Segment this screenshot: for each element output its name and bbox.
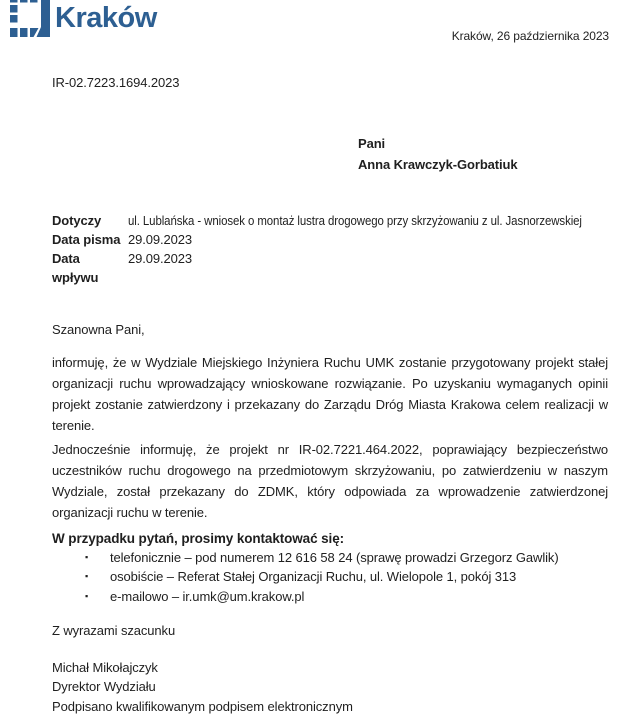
body-salutation: Szanowna Pani, [52,322,145,337]
contact-list [52,548,608,606]
krakow-wordmark: Kraków [55,2,157,34]
letter-content [52,0,608,716]
meta-label-received-date: Data wpływu [52,251,99,285]
signer-name: Michał Mikołajczyk [52,659,158,675]
bullet-square-icon: ▪ [85,552,89,562]
meta-row-received-date [52,249,608,287]
addressee-salutation: Pani [358,136,386,151]
signature-note: Podpisano kwalifikowanym podpisem elektronicznym [52,698,353,714]
meta-value-received-date: 29.09.2023 [128,251,193,266]
reference-number: IR-02.7223.1694.2023 [52,75,180,90]
contact-item-phone-text: telefonicznie – pod numerem 12 616 58 24 (sprawę prowadzi Grzegorz Gawlik) [110,550,559,565]
bullet-square-icon: ▪ [85,571,89,582]
body-paragraph-1: informuję, że w Wydziale Miejskiego Inżyniera Ruchu UMK zostanie przygotowany projekt stałej organizacji ruchu wprowadzający wnioskowane rozwiązanie. Po uzyskaniu wymaganych opinii projekt zostanie zatwierdzony i przekazany do Zarządu Dróg Miasta Krakowa celem realizacji w terenie. [52,355,608,433]
meta-block [52,211,608,287]
addressee-block [358,133,608,175]
dateline: Kraków, 26 października 2023 [451,29,609,43]
body-paragraph-2: Jednocześnie informuję, że projekt nr IR-02.7221.464.2022, poprawiający bezpieczeństwo uczestników ruchu drogowego na przedmiotowym skrzyżowaniu, po zatwierdzeniu w naszym Wydziale, został przekazany do ZDMK, który odpowiada za wprowadzenie zatwierdzonej organizacji ruchu w terenie. [52,442,608,520]
contact-item-email-text: e-mailowo – ir.umk@um.krakow.pl [110,588,305,604]
meta-value-letter-date: 29.09.2023 [128,232,193,247]
contact-item-in-person-text: osobiście – Referat Stałej Organizacji Ruchu, ul. Wielopole 1, pokój 313 [110,569,517,585]
logo-tiles [10,0,50,37]
meta-row-letter-date [52,230,608,249]
krakow-logo-icon [10,0,50,37]
signature-block [52,658,608,716]
contact-item-phone [85,548,608,567]
bullet-square-icon: ▪ [85,590,89,601]
contact-item-in-person [85,567,608,586]
meta-value-subject: ul. Lublańska - wniosek o montaż lustra drogowego przy skrzyżowaniu z ul. Jasnorzewskiej [128,213,582,228]
contact-item-email [85,587,608,606]
addressee-name: Anna Krawczyk-Gorbatiuk [358,157,518,172]
meta-label-subject: Dotyczy [52,213,102,228]
meta-row-subject [52,211,608,230]
farewell: Z wyrazami szacunku [52,622,176,638]
signer-title: Dyrektor Wydziału [52,679,156,695]
contact-heading: W przypadku pytań, prosimy kontaktować się: [52,531,345,546]
meta-label-letter-date: Data pisma [52,232,121,247]
